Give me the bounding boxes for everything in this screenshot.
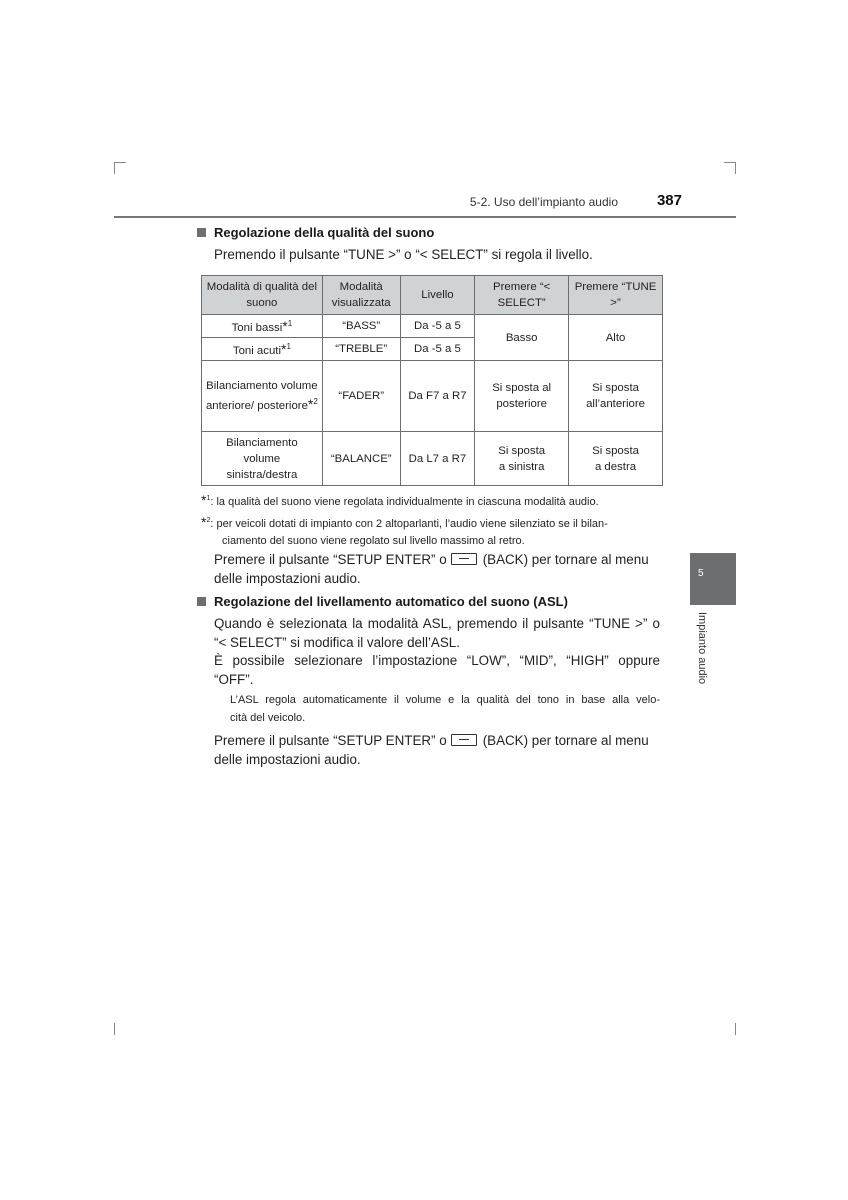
back-button-icon xyxy=(451,734,477,746)
page-header xyxy=(114,192,736,218)
crop-mark-bottom-right xyxy=(735,1023,736,1035)
sound-settings-table xyxy=(201,275,663,486)
table-cell-level: Da F7 a R7 xyxy=(400,361,475,432)
section-heading-text: Regolazione del livellamento automatico del suono (ASL) xyxy=(214,594,568,609)
table-cell-tune: Si sposta a destra xyxy=(569,432,663,486)
section-heading-asl xyxy=(197,594,568,609)
table-cell-display: “TREBLE” xyxy=(322,338,400,361)
table-cell-mode: Bilanciamento volume sinistra/destra xyxy=(202,432,323,486)
table-cell-tune: Alto xyxy=(569,315,663,361)
table-row xyxy=(202,361,663,432)
crop-mark-bottom-left xyxy=(114,1023,115,1035)
back-button-icon xyxy=(451,553,477,565)
section-heading-text: Regolazione della qualità del suono xyxy=(214,225,435,240)
back-instruction-2: Premere il pulsante “SETUP ENTER” o (BACK) per tornare al menu delle impostazioni audio. xyxy=(214,733,649,767)
table-cell-display: “BALANCE” xyxy=(322,432,400,486)
back-instruction-1: Premere il pulsante “SETUP ENTER” o (BACK) per tornare al menu delle impostazioni audio. xyxy=(214,552,649,586)
table-header-cell: Premere “< SELECT” xyxy=(475,276,569,315)
intro-paragraph xyxy=(214,246,660,265)
table-cell-display: “BASS” xyxy=(322,315,400,338)
header-rule xyxy=(114,216,736,218)
table-header-row xyxy=(202,276,663,315)
table-header-cell: Premere “TUNE >” xyxy=(569,276,663,315)
asl-paragraph-1: Quando è selezionata la modalità ASL, premendo il pulsante “TUNE >” o “< SELECT” si modifica il valore dell’ASL. xyxy=(214,616,660,650)
table-row xyxy=(202,315,663,338)
chapter-tab xyxy=(690,553,736,605)
chapter-tab-label: Impianto audio xyxy=(696,612,708,685)
table-cell-mode: Bilanciamento volume anteriore/ posteriore*$^2$ xyxy=(202,361,323,432)
table-cell-display: “FADER” xyxy=(322,361,400,432)
square-bullet-icon xyxy=(197,597,206,606)
table-row xyxy=(202,432,663,486)
section-heading-sound-quality xyxy=(197,225,434,240)
table-cell-mode: Toni bassi*$^1$ xyxy=(202,315,323,338)
table-cell-mode: Toni acuti*$^1$ xyxy=(202,338,323,361)
table-cell-select: Basso xyxy=(475,315,569,361)
table-header-cell: Livello xyxy=(400,276,475,315)
asl-paragraph-2: È possibile selezionare l’impostazione “LOW”, “MID”, “HIGH” oppure “OFF”. xyxy=(214,653,660,687)
footnote-2: *$^2$: per veicoli dotati di impianto con 2 altoparlanti, l’audio viene silenziato se il bilan- ciamento del suono viene regolato sul livello massimo al retro. xyxy=(201,514,608,547)
table-cell-level: Da -5 a 5 xyxy=(400,338,475,361)
table-cell-level: Da -5 a 5 xyxy=(400,315,475,338)
table-cell-level: Da L7 a R7 xyxy=(400,432,475,486)
intro-text: Premendo il pulsante “TUNE >” o “< SELECT” si regola il livello. xyxy=(214,247,593,262)
asl-note: L’ASL regola automaticamente il volume e la qualità del tono in base alla velo- cità del veicolo. xyxy=(230,694,660,724)
square-bullet-icon xyxy=(197,228,206,237)
chapter-tab-number: 5 xyxy=(698,568,704,579)
table-header-cell: Modalità di qualità del suono xyxy=(202,276,323,315)
table-cell-select: Si sposta al posteriore xyxy=(475,361,569,432)
header-section-title: 5-2. Uso dell’impianto audio xyxy=(469,195,618,209)
page-number: 387 xyxy=(656,192,682,209)
crop-mark-top-right-v xyxy=(735,162,736,174)
table-cell-select: Si sposta a sinistra xyxy=(475,432,569,486)
table-header-cell: Modalità visualizzata xyxy=(322,276,400,315)
crop-mark-top-left-v xyxy=(114,162,115,174)
table-cell-tune: Si sposta all’anteriore xyxy=(569,361,663,432)
crop-mark-top-left-h xyxy=(114,162,126,163)
footnote-1: *$^1$: la qualità del suono viene regolata individualmente in ciascuna modalità audio. xyxy=(201,492,599,508)
